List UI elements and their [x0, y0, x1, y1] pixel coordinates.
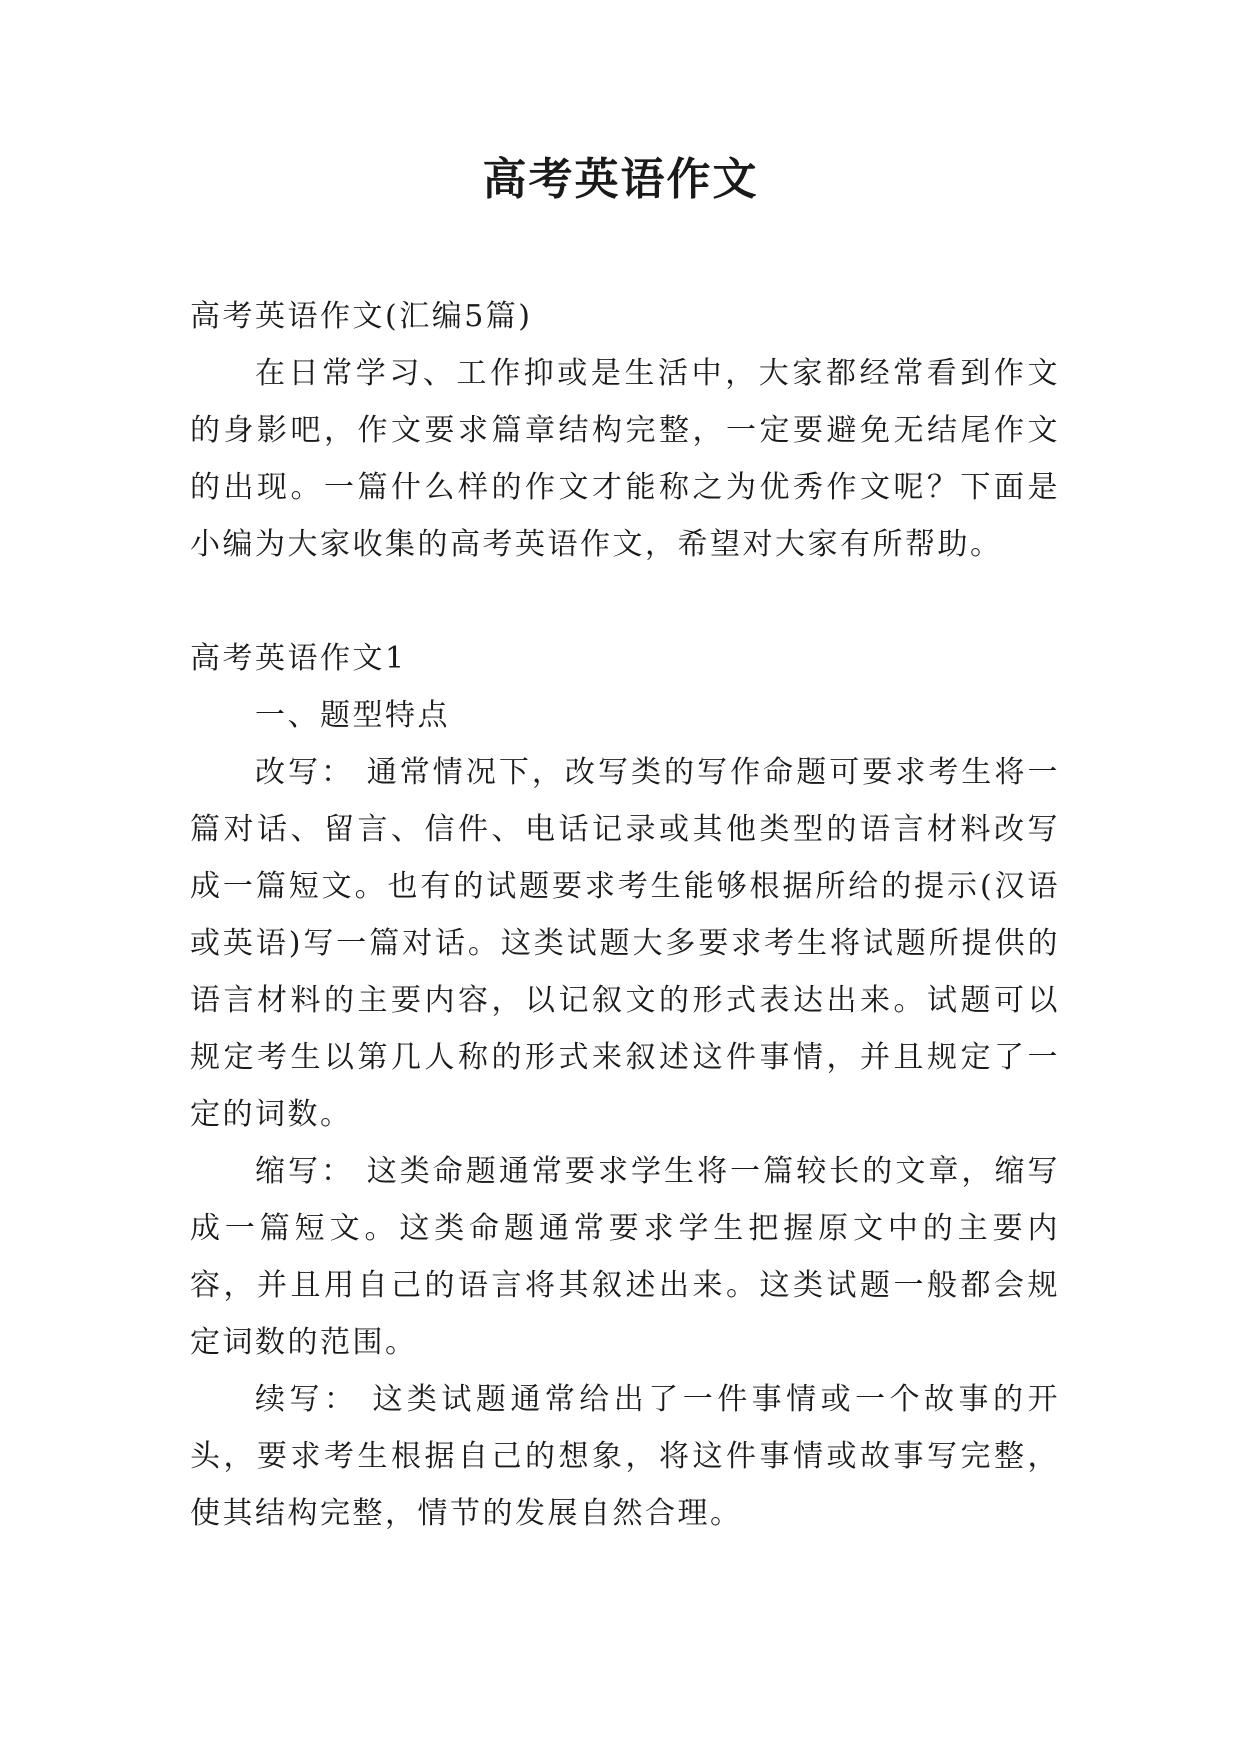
paragraph-rewrite: 改写： 通常情况下，改写类的写作命题可要求考生将一篇对话、留言、信件、电话记录或其他类型的语言材料改写成一篇短文。也有的试题要求考生能够根据所给的提示(汉语或英语)写一篇对话。这类试题大多要求考生将试题所提供的语言材料的主要内容，以记叙文的形式表达出来。试题可以规定考生以第几人称的形式来叙述这件事情，并且规定了一定的词数。	[190, 755, 1060, 1132]
paragraph-condense: 缩写： 这类命题通常要求学生将一篇较长的文章，缩写成一篇短文。这类命题通常要求学生把握原文中的主要内容，并且用自己的语言将其叙述出来。这类试题一般都会规定词数的范围。	[190, 1154, 1060, 1360]
paragraph-gap	[190, 573, 1060, 630]
document-title: 高考英语作文	[482, 154, 759, 205]
subsection-heading: 一、题型特点	[255, 698, 450, 733]
document-body	[190, 288, 1060, 1542]
paragraph-continue: 续写： 这类试题通常给出了一件事情或一个故事的开头，要求考生根据自己的想象，将这件事情或故事写完整，使其结构完整，情节的发展自然合理。	[190, 1382, 1060, 1531]
section-heading: 高考英语作文1	[190, 641, 407, 676]
intro-paragraph: 在日常学习、工作抑或是生活中，大家都经常看到作文的身影吧，作文要求篇章结构完整，一定要避免无结尾作文的出现。一篇什么样的作文才能称之为优秀作文呢？下面是小编为大家收集的高考英语作文，希望对大家有所帮助。	[190, 356, 1060, 562]
document-subtitle: 高考英语作文(汇编5篇)	[190, 299, 533, 334]
